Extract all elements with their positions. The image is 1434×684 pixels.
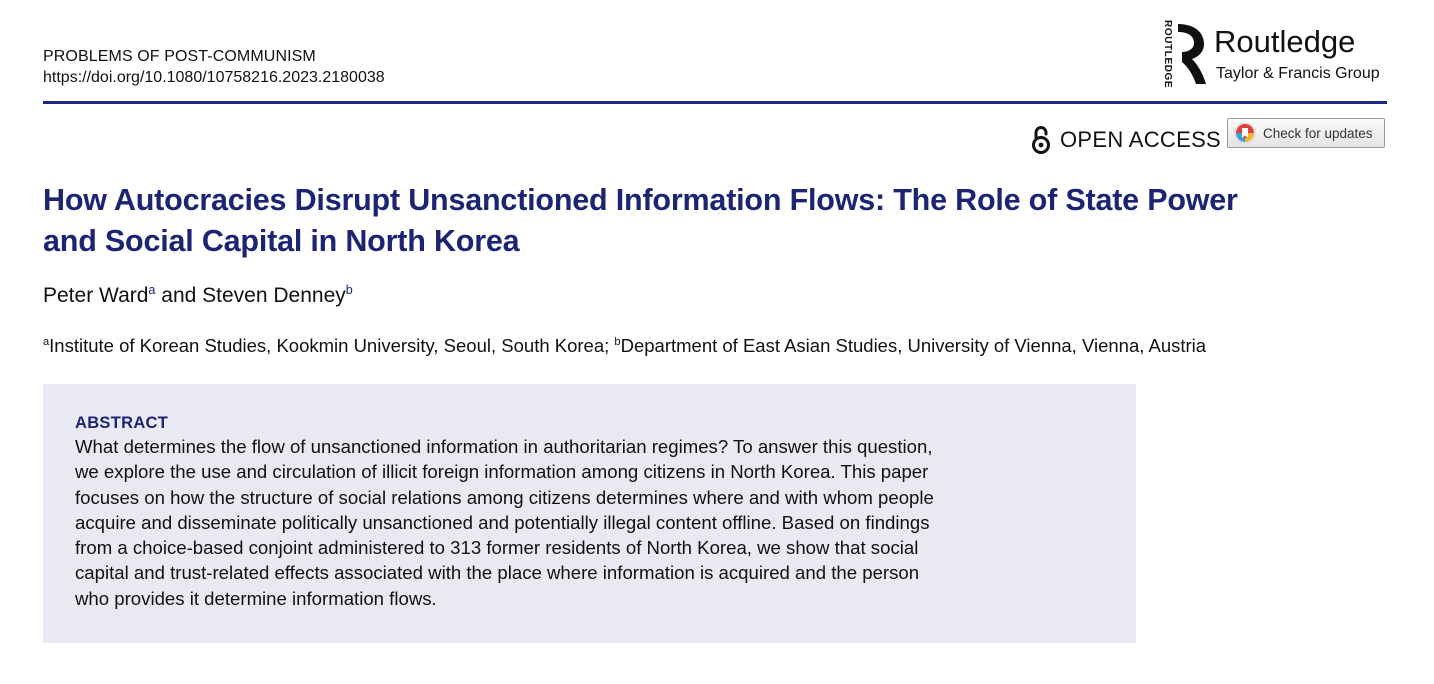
title-line-2: and Social Capital in North Korea <box>43 224 520 258</box>
title-line-1: How Autocracies Disrupt Unsanctioned Information Flows: The Role of State Power <box>43 183 1238 217</box>
publisher-group: Taylor & Francis Group <box>1216 65 1380 82</box>
header-rule <box>43 101 1387 104</box>
affiliation-marker: b <box>614 335 621 348</box>
crossmark-icon <box>1234 122 1256 144</box>
check-for-updates-button[interactable] <box>1227 118 1385 148</box>
open-lock-icon <box>1030 125 1052 155</box>
check-for-updates-label: Check for updates <box>1263 125 1373 141</box>
publisher-brand: Routledge <box>1214 24 1356 59</box>
abstract-text <box>75 434 1125 611</box>
open-access-badge <box>1030 124 1221 156</box>
journal-header <box>43 46 385 88</box>
logo-vertical-text: ROUTLEDGE <box>1162 20 1173 89</box>
abstract-line: who provides it determine information flows. <box>75 587 437 609</box>
abstract-line: focuses on how the structure of social relations among citizens determines where and with whom people <box>75 486 934 508</box>
abstract-line: from a choice-based conjoint administered to 313 former residents of North Korea, we show that social <box>75 537 919 559</box>
affiliations <box>43 333 1206 359</box>
abstract-line: acquire and disseminate politically unsanctioned and potentially illegal content offline. Based on findings <box>75 511 930 533</box>
affiliation-marker[interactable]: a <box>148 283 156 297</box>
routledge-logo[interactable] <box>1158 20 1390 90</box>
affiliation-marker[interactable]: b <box>345 283 353 297</box>
affiliation-text: Department of East Asian Studies, University of Vienna, Vienna, Austria <box>620 335 1207 356</box>
abstract-line: capital and trust-related effects associated with the place where information is acquired and the person <box>75 562 920 584</box>
routledge-head-icon <box>1174 22 1208 86</box>
journal-name: PROBLEMS OF POST-COMMUNISM <box>43 48 316 65</box>
open-access-label: OPEN ACCESS <box>1060 127 1222 152</box>
abstract-line: we explore the use and circulation of illicit foreign information among citizens in North Korea. This paper <box>75 461 929 483</box>
abstract-line: What determines the flow of unsanctioned information in authoritarian regimes? To answer this question, <box>75 436 933 457</box>
abstract-box <box>43 384 1136 643</box>
author-separator: and <box>155 284 203 307</box>
abstract-heading: ABSTRACT <box>75 414 169 432</box>
author-name[interactable]: Steven Denney <box>202 284 346 307</box>
author-name[interactable]: Peter Ward <box>43 284 149 307</box>
affiliation-text: Institute of Korean Studies, Kookmin University, Seoul, South Korea; <box>49 335 615 356</box>
affiliation-marker: a <box>43 335 50 348</box>
doi-link[interactable]: https://doi.org/10.1080/10758216.2023.2180038 <box>43 69 385 86</box>
author-list <box>43 282 353 310</box>
article-title <box>43 180 1393 262</box>
